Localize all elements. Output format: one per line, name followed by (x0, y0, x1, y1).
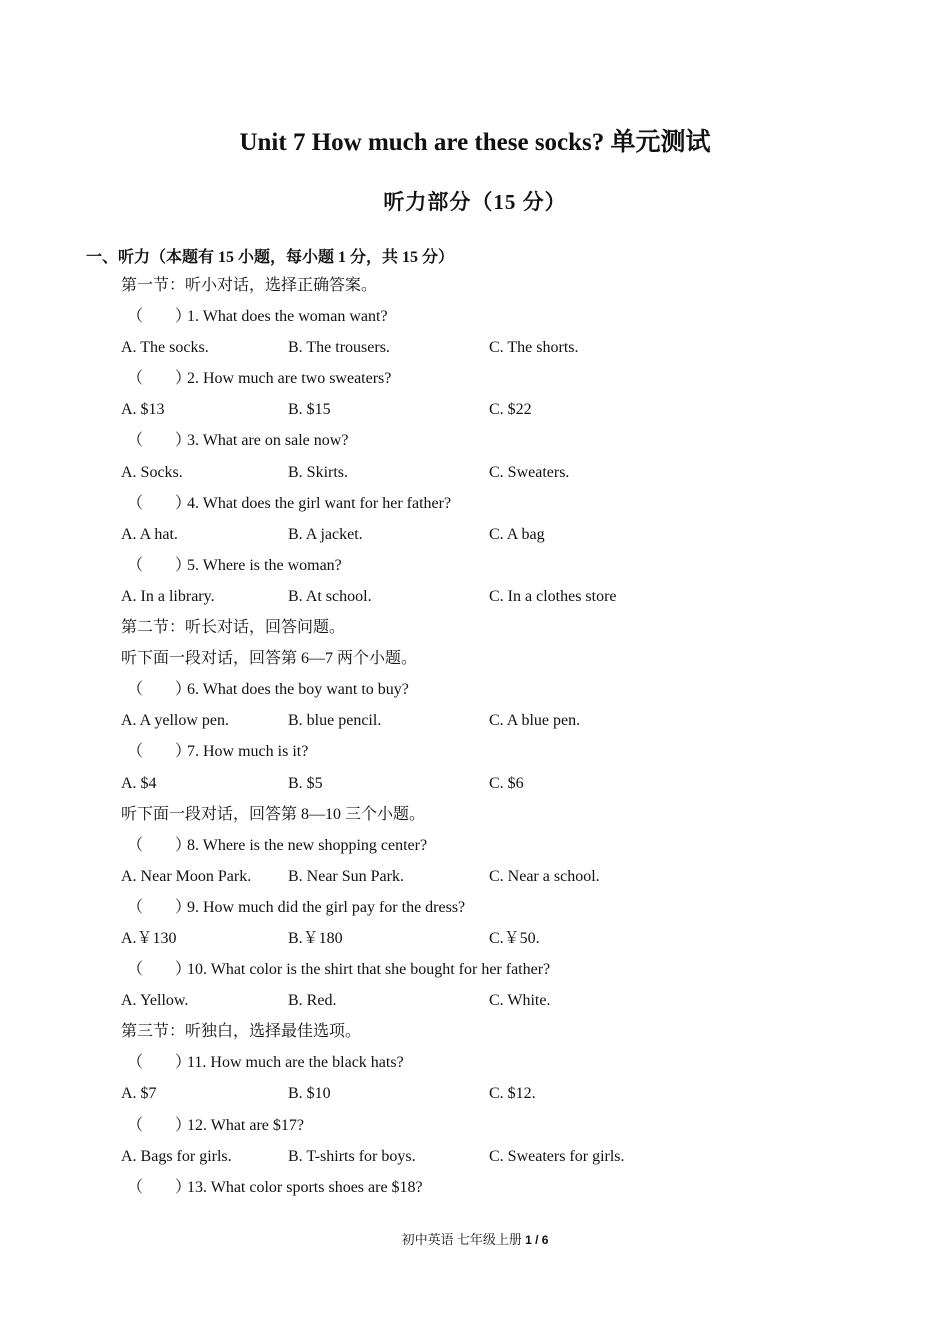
option-c: C. $22 (489, 401, 532, 419)
options-row (0, 923, 950, 954)
option-a: A. A hat. (121, 525, 178, 543)
question (0, 1047, 950, 1078)
answer-blank: （ ） (127, 961, 192, 979)
option-c: C. The shorts. (489, 339, 579, 357)
question (0, 1172, 950, 1203)
option-b: B.￥180 (288, 929, 343, 947)
page-footer (0, 1229, 950, 1248)
question-text: 9. How much did the girl pay for the dress? (187, 898, 466, 916)
question (0, 830, 950, 861)
option-c: C. A bag (489, 525, 545, 543)
option-b: B. $10 (288, 1085, 331, 1103)
question (0, 1110, 950, 1141)
section-note: 第二节：听长对话，回答问题。 (121, 619, 346, 637)
options-row (0, 332, 950, 363)
question-text: 12. What are $17? (187, 1116, 304, 1134)
option-b: B. Skirts. (288, 463, 349, 481)
question-text: 7. How much is it? (187, 743, 309, 761)
answer-blank: （ ） (127, 1054, 192, 1072)
question (0, 301, 950, 332)
option-a: A. Near Moon Park. (121, 867, 252, 885)
option-c: C.￥50. (489, 929, 540, 947)
option-b: B. Near Sun Park. (288, 867, 404, 885)
question (0, 954, 950, 985)
question (0, 674, 950, 705)
question-text: 4. What does the girl want for her father? (187, 494, 452, 512)
options-row (0, 985, 950, 1016)
answer-blank: （ ） (127, 836, 192, 854)
answer-blank: （ ） (127, 1116, 192, 1134)
option-a: A. $7 (121, 1085, 157, 1103)
option-b: B. Red. (288, 992, 337, 1010)
option-c: C. Sweaters for girls. (489, 1147, 625, 1165)
section-note: 第一节：听小对话，选择正确答案。 (121, 277, 378, 294)
options-row (0, 394, 950, 425)
section-note: 第三节：听独白，选择最佳选项。 (121, 1023, 362, 1041)
question (0, 488, 950, 519)
option-b: B. $5 (288, 774, 323, 792)
option-c: C. Near a school. (489, 867, 600, 885)
option-c: C. White. (489, 992, 551, 1010)
options-row (0, 1078, 950, 1109)
question-text: 10. What color is the shirt that she bought for her father? (187, 961, 551, 979)
section-note: 听下面一段对话，回答第 6—7 两个小题。 (121, 650, 418, 668)
question-list (0, 270, 950, 1203)
answer-blank: （ ） (127, 1178, 192, 1196)
options-row (0, 1141, 950, 1172)
option-c: C. Sweaters. (489, 463, 570, 481)
option-a: A. Bags for girls. (121, 1147, 232, 1165)
answer-blank: （ ） (127, 743, 192, 761)
answer-blank: （ ） (127, 494, 192, 512)
option-a: A. The socks. (121, 339, 209, 357)
question-text: 2. How much are two sweaters? (187, 370, 392, 388)
option-c: C. In a clothes store (489, 587, 617, 605)
option-c: C. $6 (489, 774, 524, 792)
answer-blank: （ ） (127, 898, 192, 916)
answer-blank: （ ） (127, 556, 192, 574)
option-a: A. In a library. (121, 587, 215, 605)
option-a: A. $4 (121, 774, 157, 792)
options-row (0, 861, 950, 892)
question (0, 425, 950, 456)
answer-blank: （ ） (127, 308, 192, 326)
option-c: C. $12. (489, 1085, 536, 1103)
question-text: 5. Where is the woman? (187, 556, 342, 574)
question (0, 363, 950, 394)
option-c: C. A blue pen. (489, 712, 581, 730)
option-b: B. blue pencil. (288, 712, 382, 730)
option-b: B. T-shirts for boys. (288, 1147, 416, 1165)
answer-blank: （ ） (127, 370, 192, 388)
option-b: B. At school. (288, 587, 372, 605)
section-subtitle: 听力部分（15 分） (383, 190, 567, 214)
section-note: 听下面一段对话，回答第 8—10 三个小题。 (121, 805, 426, 823)
options-row (0, 457, 950, 488)
options-row (0, 768, 950, 799)
question-text: 13. What color sports shoes are $18? (187, 1178, 423, 1196)
question (0, 550, 950, 581)
footer-label: 初中英语 七年级上册 (401, 1232, 526, 1247)
question-text: 3. What are on sale now? (187, 432, 349, 450)
option-b: B. The trousers. (288, 339, 390, 357)
option-a: A. Yellow. (121, 992, 189, 1010)
options-row (0, 705, 950, 736)
question-text: 8. Where is the new shopping center? (187, 836, 428, 854)
options-row (0, 519, 950, 550)
question-text: 6. What does the boy want to buy? (187, 681, 409, 699)
options-row (0, 581, 950, 612)
option-b: B. A jacket. (288, 525, 363, 543)
question-text: 1. What does the woman want? (187, 308, 388, 326)
section-heading: 一、听力（本题有 15 小题，每小题 1 分，共 15 分） (86, 249, 455, 266)
option-a: A. A yellow pen. (121, 712, 229, 730)
answer-blank: （ ） (127, 432, 192, 450)
option-a: A.￥130 (121, 929, 177, 947)
answer-blank: （ ） (127, 681, 192, 699)
option-b: B. $15 (288, 401, 331, 419)
page-title: Unit 7 How much are these socks? 单元测试 (239, 129, 711, 156)
page-number: 1 / 6 (525, 1233, 549, 1247)
option-a: A. Socks. (121, 463, 183, 481)
question (0, 736, 950, 767)
question (0, 892, 950, 923)
question-text: 11. How much are the black hats? (187, 1054, 404, 1072)
option-a: A. $13 (121, 401, 165, 419)
